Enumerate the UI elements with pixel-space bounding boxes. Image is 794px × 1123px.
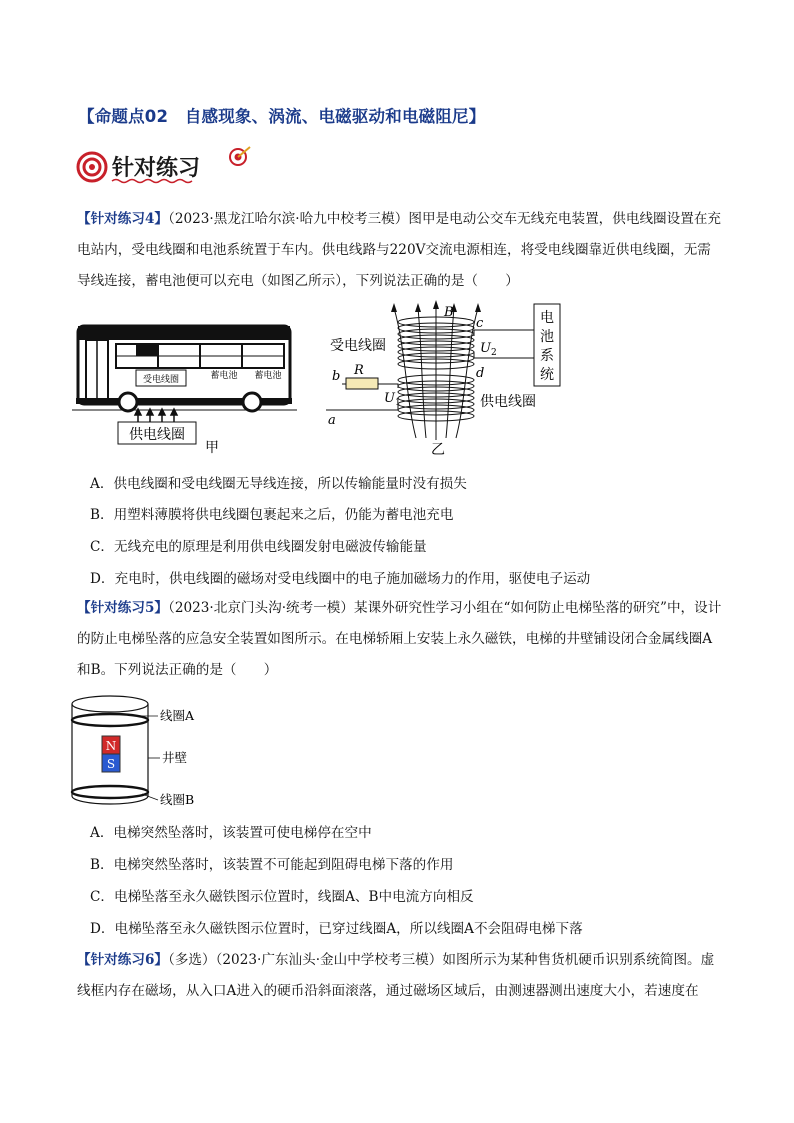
label-a: a — [328, 413, 336, 428]
question-6-text — [77, 945, 722, 1007]
wall-label: 井壁 — [162, 750, 188, 765]
q5-option-c: C．电梯坠落至永久磁铁图示位置时，线圈A、B中电流方向相反 — [90, 889, 474, 905]
battery-char-3: 系 — [540, 348, 554, 364]
magnet-S-label: S — [106, 757, 116, 771]
question-5-tag: 【针对练习5】 — [77, 600, 169, 616]
question-6-body: （2023·广东汕头·金山中学校考三模）如图所示为某种售货机硬币识别系统简图。虚线框内存在磁场，从入口A进入的硬币沿斜面滚落，通过磁场区域后，由测速器测出速度大小，若速度在 — [77, 952, 715, 999]
label-U2: $U_2$ — [480, 341, 497, 358]
section-title: 【命题点02 自感现象、涡流、电磁驱动和电磁阻尼】 — [78, 107, 486, 126]
q4-option-d: D．充电时，供电线圈的磁场对受电线圈中的电子施加磁场力的作用，驱使电子运动 — [90, 571, 591, 587]
bus-coil-label: 受电线圈 — [142, 375, 180, 385]
battery-label-1: 蓄电池 — [210, 371, 238, 381]
caption-yi: 乙 — [431, 442, 445, 458]
recv-coil-label-yi: 受电线圈 — [330, 338, 386, 354]
q4-option-b: B．用塑料薄膜将供电线圈包裹起来之后，仍能为蓄电池充电 — [90, 507, 454, 523]
coil-b-label: 线圈B — [160, 792, 195, 807]
battery-label-2: 蓄电池 — [254, 371, 282, 381]
label-U1: $U_1$ — [384, 391, 401, 408]
figure-jia-bus — [72, 318, 297, 460]
battery-char-4: 统 — [540, 367, 554, 383]
banner-text: 针对练习 — [112, 155, 201, 181]
caption-jia: 甲 — [205, 440, 219, 456]
supply-coil-label-jia: 供电线圈 — [129, 427, 185, 443]
label-B: B — [444, 305, 454, 320]
figure-elevator-shaft — [68, 694, 228, 812]
target-icon — [78, 153, 106, 181]
label-b: b — [332, 369, 341, 384]
q4-option-a: A．供电线圈和受电线圈无导线连接，所以传输能量时没有损失 — [90, 476, 467, 492]
magnet-N-label: N — [105, 739, 117, 753]
supply-coil-label-yi: 供电线圈 — [480, 394, 536, 410]
figure-yi-coils — [326, 300, 566, 462]
question-4-text — [77, 204, 722, 297]
battery-char-1: 电 — [540, 310, 554, 326]
dart-target-icon — [230, 147, 250, 165]
q5-option-d: D．电梯坠落至永久磁铁图示位置时，已穿过线圈A，所以线圈A不会阻碍电梯下落 — [90, 921, 583, 937]
q5-option-a: A．电梯突然坠落时，该装置可使电梯停在空中 — [90, 825, 372, 841]
label-d: d — [476, 366, 485, 381]
question-4-tag: 【针对练习4】 — [77, 211, 169, 227]
q5-option-b: B．电梯突然坠落时，该装置不可能起到阻碍电梯下落的作用 — [90, 857, 454, 873]
label-R: R — [354, 363, 364, 378]
q4-option-c: C．无线充电的原理是利用供电线圈发射电磁波传输能量 — [90, 539, 427, 555]
question-5-text — [77, 593, 722, 686]
question-6-multi: （多选） — [168, 952, 216, 968]
battery-char-2: 池 — [540, 329, 554, 345]
coil-a-label: 线圈A — [160, 708, 195, 723]
question-6-tag: 【针对练习6】 — [77, 952, 169, 968]
label-c: c — [476, 316, 484, 331]
practice-banner — [76, 143, 256, 187]
question-5-body: （2023·北京门头沟·统考一模）某课外研究性学习小组在“如何防止电梯坠落的研究”中，设计的防止电梯坠落的应急安全装置如图所示。在电梯轿厢上安装上永久磁铁，电梯的井壁铺设闭合金属线圈A和B。下列说法正确的是（ ） — [77, 600, 722, 678]
question-4-body: （2023·黑龙江哈尔滨·哈九中校考三模）图甲是电动公交车无线充电装置，供电线圈设置在充电站内，受电线圈和电池系统置于车内。供电线路与220V交流电源相连，将受电线圈靠近供电线圈，无需导线连接，蓄电池便可以充电（如图乙所示），下列说法正确的是（ ） — [77, 211, 722, 289]
